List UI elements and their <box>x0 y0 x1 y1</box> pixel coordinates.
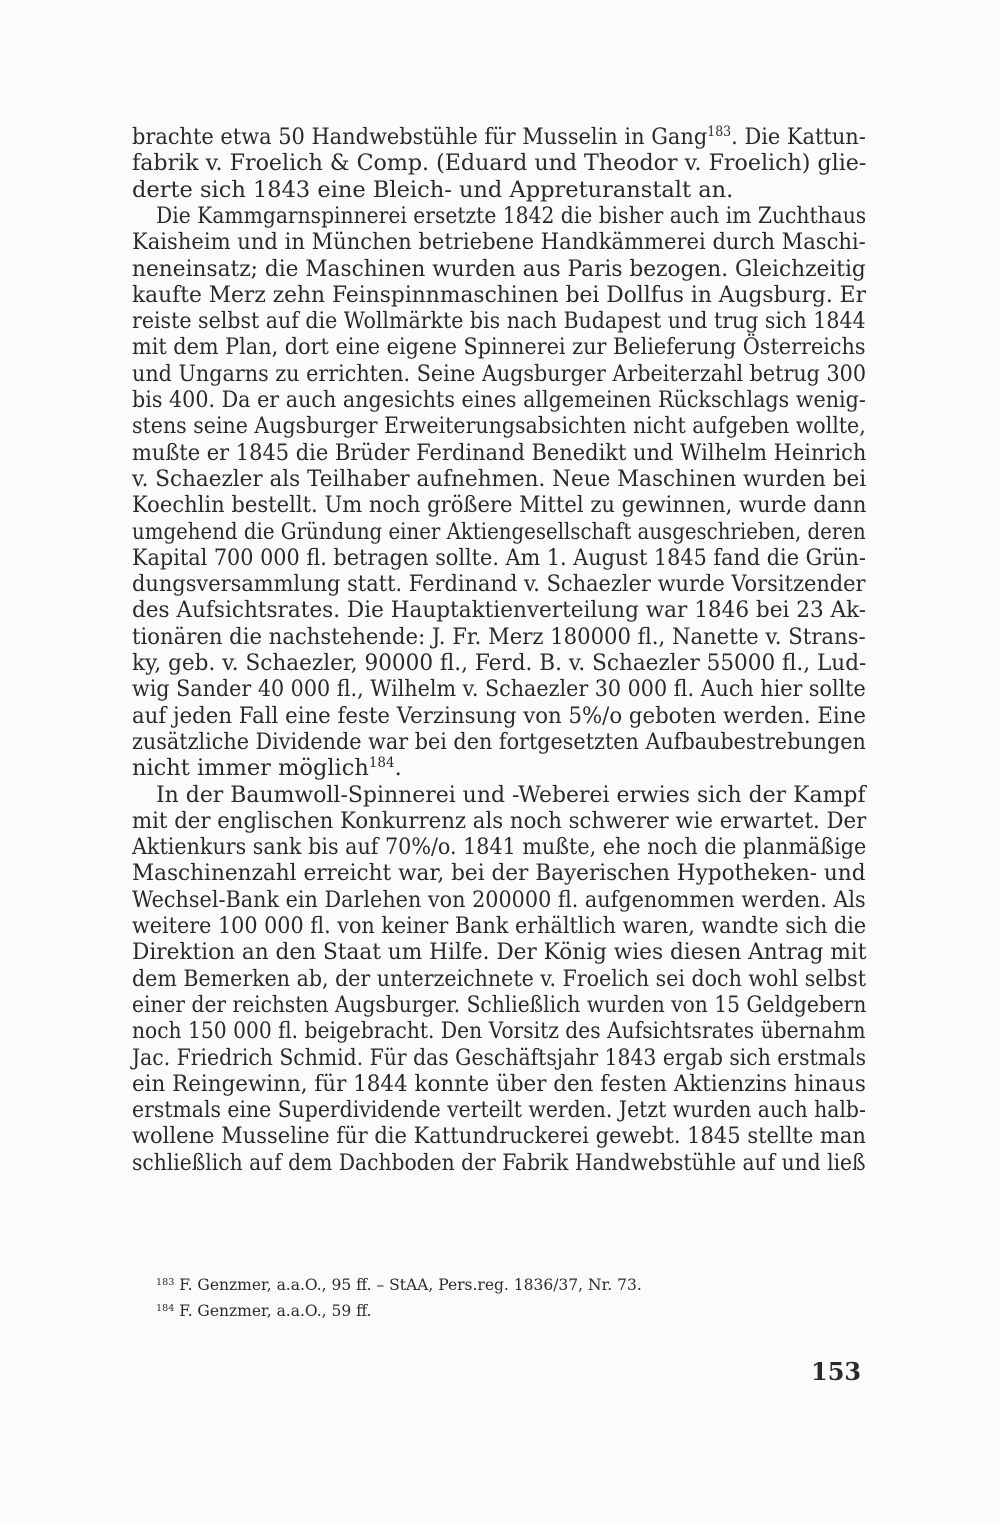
text-line: ein Reingewinn, für 1844 konnte über den festen Aktienzins hinaus <box>132 1070 866 1097</box>
text-line: stens seine Augsburger Erweiterungsabsichten nicht aufgeben wollte, <box>132 413 866 440</box>
text-line: fabrik v. Froelich & Comp. (Eduard und Theodor v. Froelich) glie- <box>132 150 867 177</box>
page-number: 153 <box>811 1357 862 1386</box>
text-line: Koechlin bestellt. Um noch größere Mittel zu gewinnen, wurde dann <box>132 492 867 519</box>
footnote-ref: 184 <box>368 755 395 772</box>
text-line: ky, geb. v. Schaezler, 90000 fl., Ferd. B. v. Schaezler 55000 fl., Lud- <box>132 650 867 676</box>
text-line: mit der englischen Konkurrenz als noch schwerer wie erwartet. Der <box>132 807 867 834</box>
text-line: schließlich auf dem Dachboden der Fabrik Handwebstühle auf und ließ <box>132 1149 866 1176</box>
text-line: Die Kammgarnspinnerei ersetzte 1842 die bisher auch im Zuchthaus <box>156 202 867 229</box>
text-line: Aktienkurs sank bis auf 70%/o. 1841 mußte, ehe noch die planmäßige <box>132 834 867 861</box>
text-line: mußte er 1845 die Brüder Ferdinand Benedikt und Wilhelm Heinrich <box>132 439 867 466</box>
text-line: tionären die nachstehende: J. Fr. Merz 180000 fl., Nanette v. Strans- <box>132 623 866 650</box>
footnote-mark: 183 <box>156 1277 175 1289</box>
text-line: kaufte Merz zehn Feinspinnmaschinen bei Dollfus in Augsburg. Er <box>132 281 866 308</box>
text-line: noch 150 000 fl. beigebracht. Den Vorsitz des Aufsichtsrates übernahm <box>132 1018 866 1045</box>
text-line: auf jeden Fall eine feste Verzinsung von 5%/o geboten werden. Eine <box>132 702 866 729</box>
text-line: bis 400. Da er auch angesichts eines allgemeinen Rückschlags wenig- <box>132 387 866 413</box>
text-line: reiste selbst auf die Wollmärkte bis nach Budapest und trug sich 1844 <box>132 308 866 335</box>
text-line: einer der reichsten Augsburger. Schließlich wurden von 15 Geldgebern <box>132 991 867 1018</box>
text-line: Jac. Friedrich Schmid. Für das Geschäftsjahr 1843 ergab sich erstmals <box>132 1044 867 1071</box>
text-line: umgehend die Gründung einer Aktiengesellschaft ausgeschrieben, deren <box>132 518 866 545</box>
text-line: Kapital 700 000 fl. betragen sollte. Am 1. August 1845 fand die Grün- <box>132 544 866 571</box>
text-line: erstmals eine Superdividende verteilt werden. Jetzt wurden auch halb- <box>132 1097 866 1124</box>
text-line: derte sich 1843 eine Bleich- und Appreturanstalt an. <box>132 176 734 203</box>
text-line: weitere 100 000 fl. von keiner Bank erhältlich waren, wandte sich die <box>132 913 867 939</box>
text-line: In der Baumwoll-Spinnerei und -Weberei erwies sich der Kampf <box>156 781 866 808</box>
text-line: Maschinenzahl erreicht war, bei der Bayerischen Hypotheken- und <box>132 860 866 887</box>
footnote: $^{183}$ F. Genzmer, a.a.O., 95 ff. – StAA, Pers.reg. 1836/37, Nr. 73. <box>156 1276 642 1294</box>
footnote-ref: 183 <box>707 123 732 140</box>
text-line: wollene Musseline für die Kattundruckerei gewebt. 1845 stellte man <box>132 1123 866 1150</box>
text-line: des Aufsichtsrates. Die Hauptaktienverteilung war 1846 bei 23 Ak- <box>132 597 867 624</box>
text-line: v. Schaezler als Teilhaber aufnehmen. Neue Maschinen wurden bei <box>132 465 867 492</box>
text-line: zusätzliche Dividende war bei den fortgesetzten Aufbaubestrebungen <box>132 728 866 755</box>
text-line: Kaisheim und in München betriebene Handkämmerei durch Maschi- <box>132 229 866 256</box>
text-line: nicht immer möglich$^{184}$. <box>132 755 402 782</box>
text-line: und Ungarns zu errichten. Seine Augsburger Arbeiterzahl betrug 300 <box>132 360 867 387</box>
text-line: Wechsel-Bank ein Darlehen von 200000 fl. aufgenommen werden. Als <box>132 886 866 913</box>
text-line: neneinsatz; die Maschinen wurden aus Paris bezogen. Gleichzeitig <box>132 255 866 282</box>
text-line: dungsversammlung statt. Ferdinand v. Schaezler wurde Vorsitzender <box>132 571 866 598</box>
text-line: wig Sander 40 000 fl., Wilhelm v. Schaezler 30 000 fl. Auch hier sollte <box>132 676 866 703</box>
footnote-mark: 184 <box>156 1303 175 1315</box>
footnote: $^{184}$ F. Genzmer, a.a.O., 59 ff. <box>156 1302 372 1320</box>
text-line: Direktion an den Staat um Hilfe. Der König wies diesen Antrag mit <box>132 939 867 966</box>
text-line: dem Bemerken ab, der unterzeichnete v. Froelich sei doch wohl selbst <box>132 965 866 992</box>
text-line: mit dem Plan, dort eine eigene Spinnerei zur Belieferung Österreichs <box>132 334 866 361</box>
text-line: brachte etwa 50 Handwebstühle für Musselin in Gang$^{183}$. Die Kattun- <box>132 123 866 150</box>
